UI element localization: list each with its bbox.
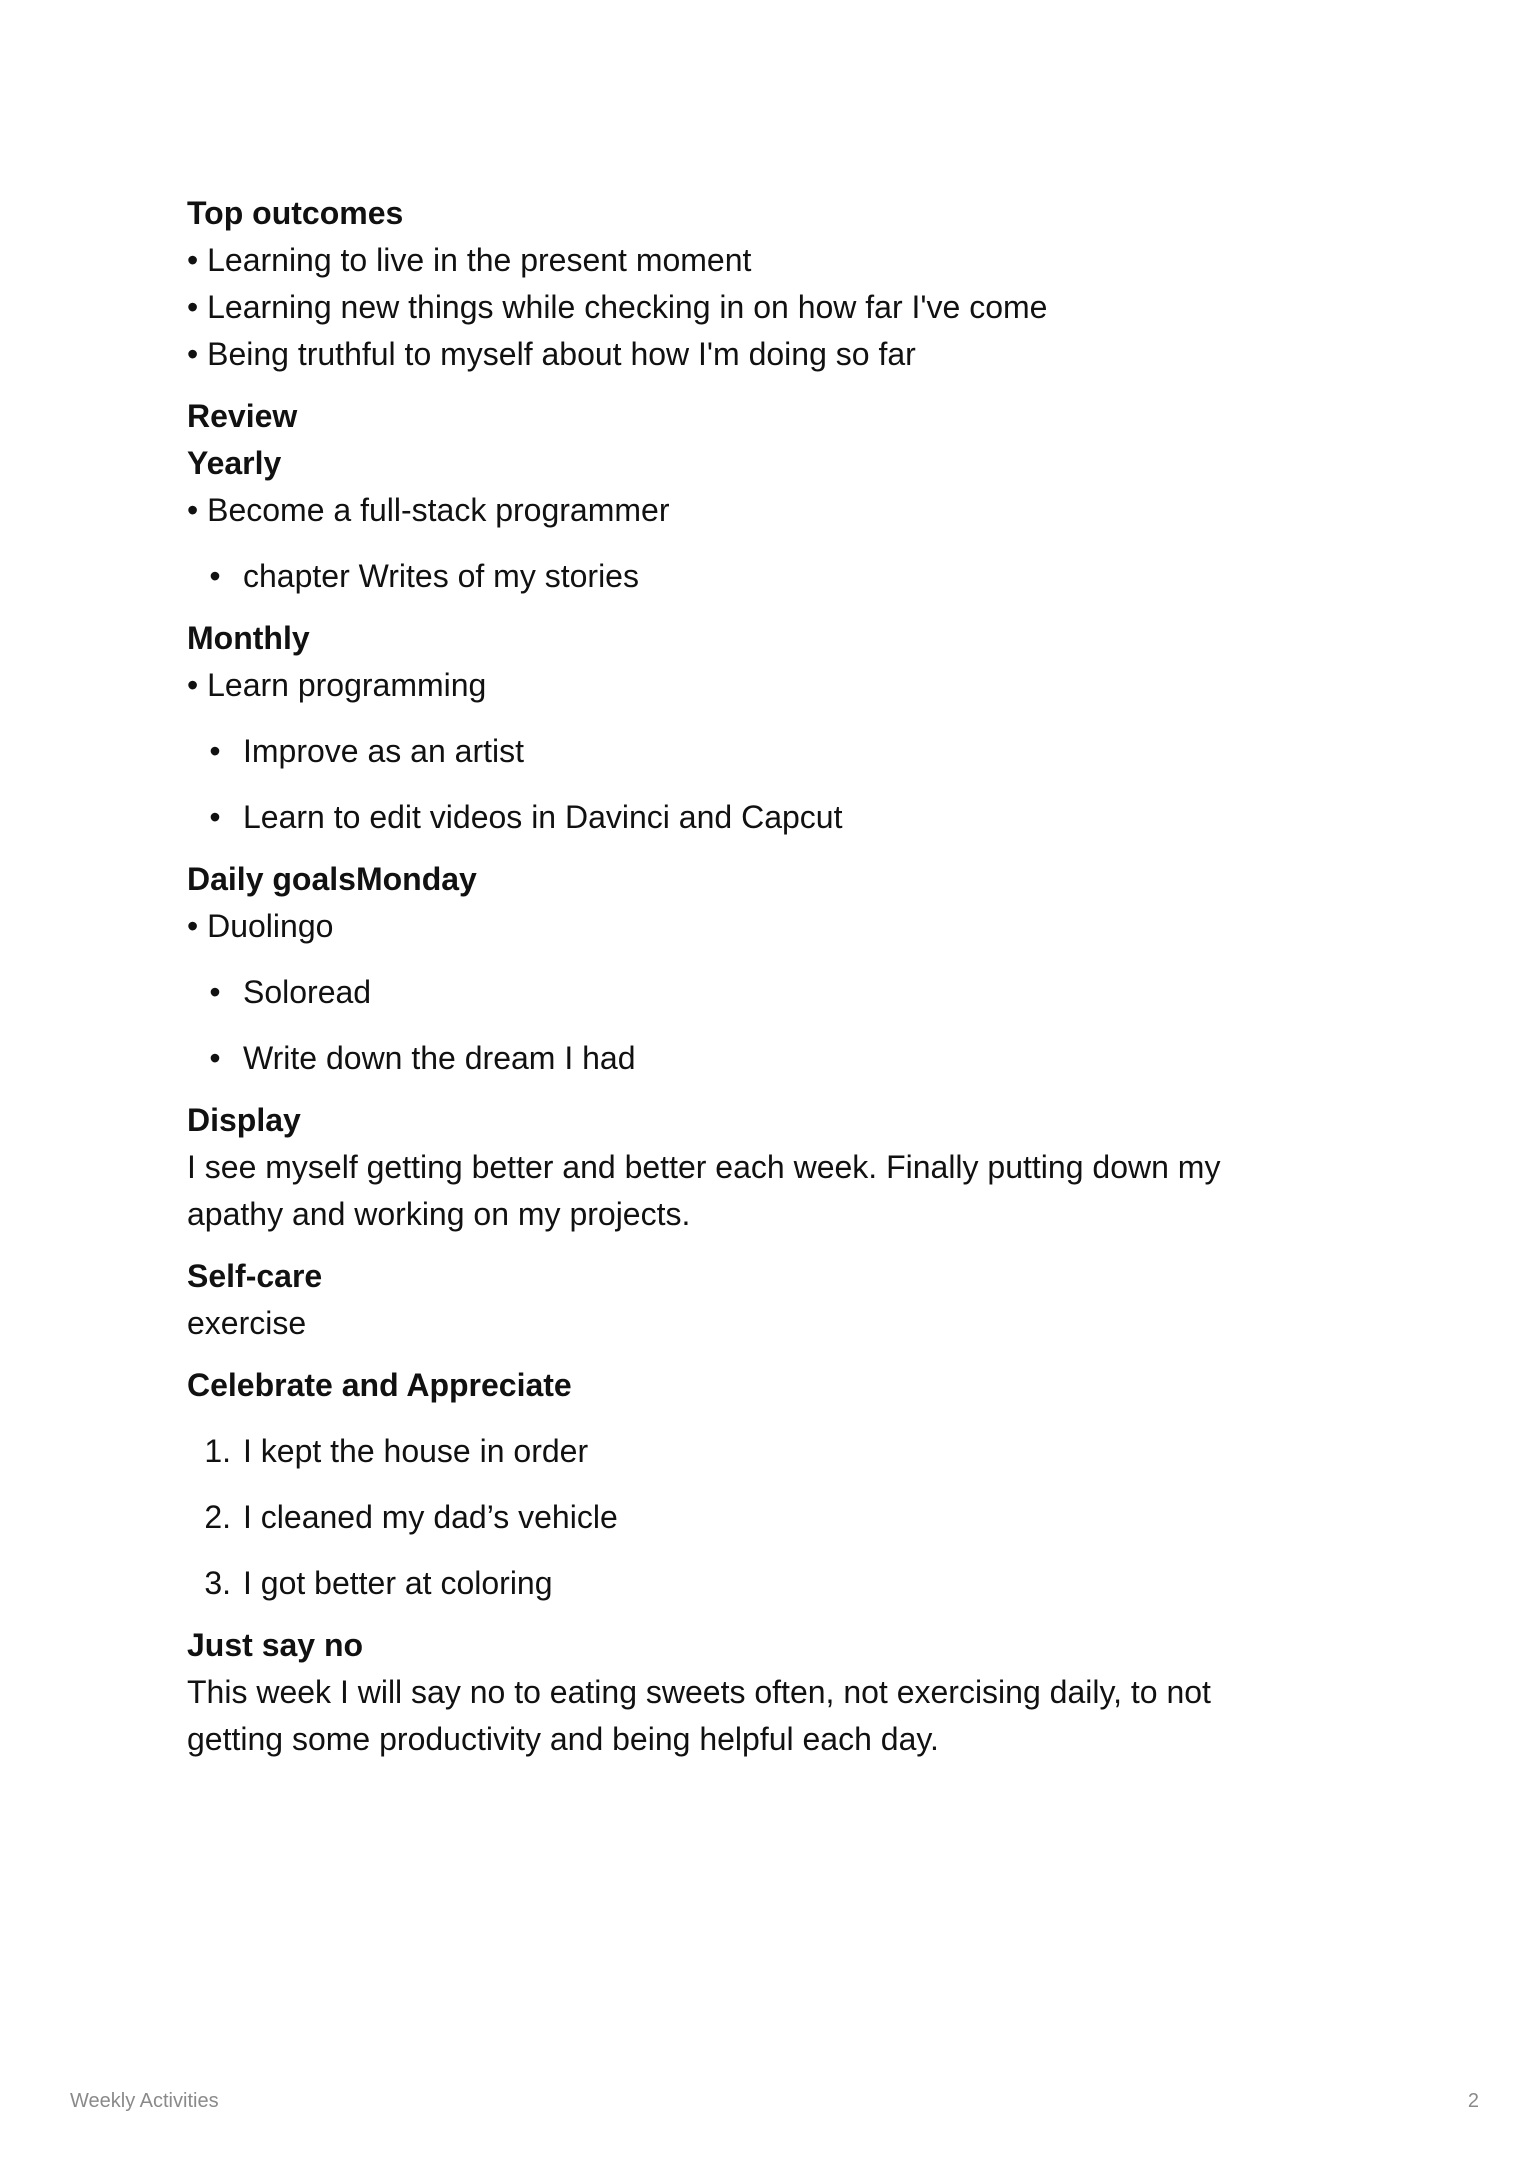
list-item-text: Improve as an artist bbox=[243, 733, 524, 769]
monthly-heading: Monthly bbox=[187, 620, 310, 656]
daily-item: • Duolingo bbox=[187, 903, 1347, 950]
list-item-text: I got better at coloring bbox=[243, 1565, 553, 1601]
list-item bbox=[187, 1428, 1347, 1475]
review-heading: Review bbox=[187, 398, 298, 434]
document-body bbox=[187, 190, 1347, 1763]
list-item bbox=[187, 1035, 1347, 1082]
daily-list bbox=[187, 969, 1347, 1082]
yearly-list bbox=[187, 553, 1347, 600]
bullet-marker: • bbox=[209, 733, 221, 769]
just-say-no-text-line: This week I will say no to eating sweets often, not exercising daily, to not bbox=[187, 1674, 1211, 1710]
list-item bbox=[187, 728, 1347, 775]
display-text-line: apathy and working on my projects. bbox=[187, 1196, 691, 1232]
bullet-marker: • bbox=[209, 1040, 221, 1076]
yearly-item: • Become a full-stack programmer bbox=[187, 487, 1347, 534]
list-item-text: I kept the house in order bbox=[243, 1433, 589, 1469]
footer-document-title: Weekly Activities bbox=[70, 2090, 219, 2112]
list-item bbox=[187, 1560, 1347, 1607]
footer-page-number: 2 bbox=[1467, 2090, 1479, 2112]
top-outcome-item: • Learning new things while checking in on how far I've come bbox=[187, 284, 1347, 331]
bullet-marker: • bbox=[209, 974, 221, 1010]
list-item-text: chapter Writes of my stories bbox=[243, 558, 639, 594]
bullet-marker: • bbox=[209, 558, 221, 594]
self-care-heading: Self-care bbox=[187, 1258, 323, 1294]
list-number: 2. bbox=[204, 1499, 231, 1535]
list-item bbox=[187, 794, 1347, 841]
top-outcome-item: • Being truthful to myself about how I'm doing so far bbox=[187, 331, 1347, 378]
self-care-text: exercise bbox=[187, 1305, 307, 1341]
celebrate-list bbox=[187, 1428, 1347, 1607]
monthly-list bbox=[187, 728, 1347, 841]
yearly-heading: Yearly bbox=[187, 445, 282, 481]
monthly-item: • Learn programming bbox=[187, 662, 1347, 709]
list-number: 1. bbox=[204, 1433, 231, 1469]
list-item-text: Write down the dream I had bbox=[243, 1040, 636, 1076]
top-outcomes-heading: Top outcomes bbox=[187, 195, 404, 231]
bullet-marker: • bbox=[209, 799, 221, 835]
list-item bbox=[187, 1494, 1347, 1541]
just-say-no-text-line: getting some productivity and being helpful each day. bbox=[187, 1721, 939, 1757]
list-item-text: Learn to edit videos in Davinci and Capcut bbox=[243, 799, 843, 835]
list-item-text: Soloread bbox=[243, 974, 372, 1010]
celebrate-heading: Celebrate and Appreciate bbox=[187, 1367, 572, 1403]
daily-goals-heading: Daily goalsMonday bbox=[187, 861, 477, 897]
list-item bbox=[187, 969, 1347, 1016]
list-number: 3. bbox=[204, 1565, 231, 1601]
display-text-line: I see myself getting better and better each week. Finally putting down my bbox=[187, 1149, 1221, 1185]
just-say-no-heading: Just say no bbox=[187, 1627, 364, 1663]
list-item-text: I cleaned my dad’s vehicle bbox=[243, 1499, 618, 1535]
top-outcome-item: • Learning to live in the present moment bbox=[187, 237, 1347, 284]
display-heading: Display bbox=[187, 1102, 301, 1138]
list-item bbox=[187, 553, 1347, 600]
